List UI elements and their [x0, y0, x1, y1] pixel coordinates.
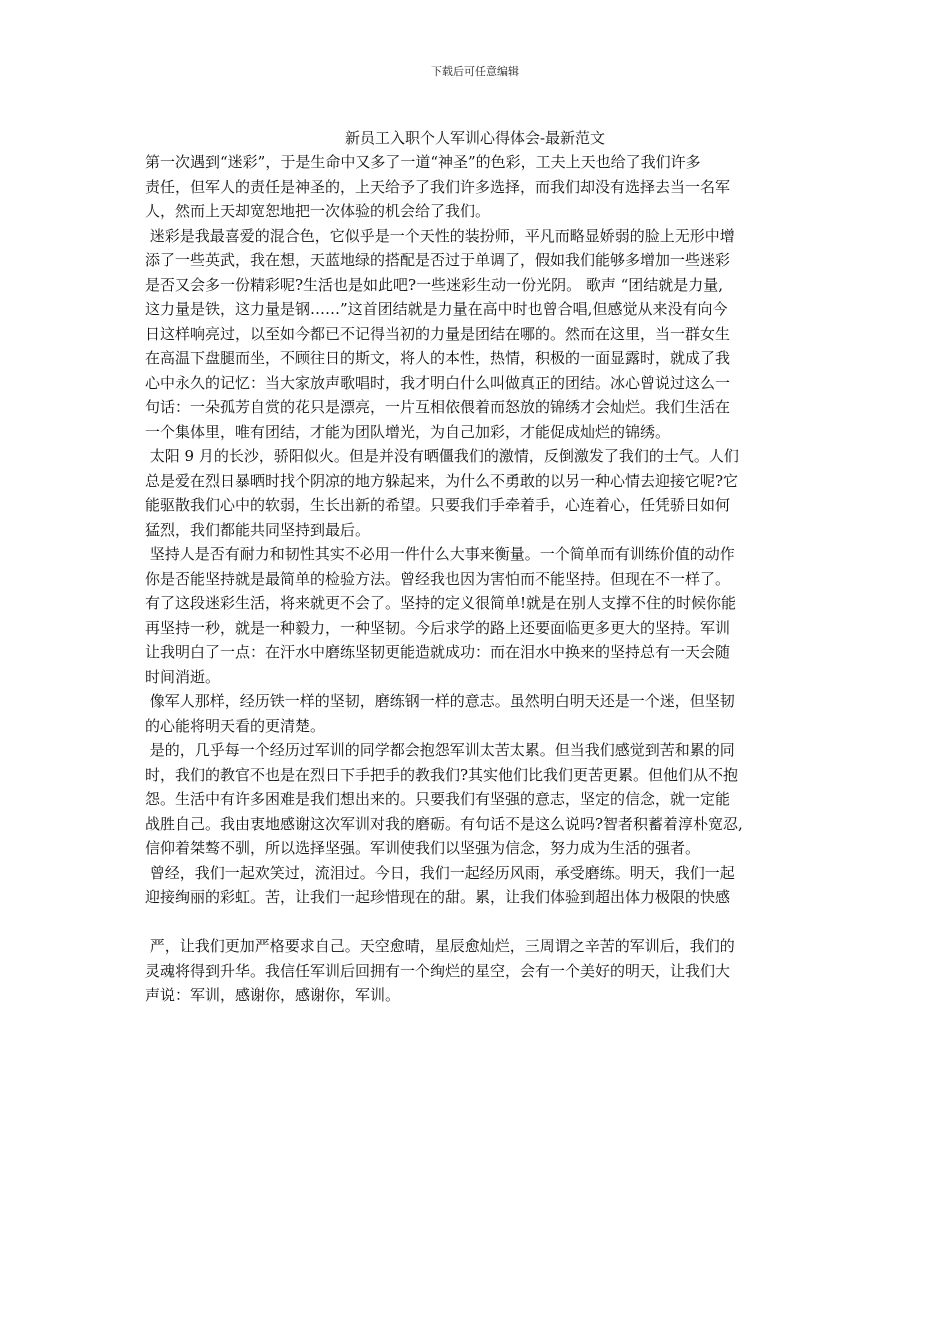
body-line: 是的，几乎每一个经历过军训的同学都会抱怨军训太苦太累。但当我们感觉到苦和累的同 [145, 741, 735, 759]
body-line: 太阳 9 月的长沙，骄阳似火。但是并没有晒僵我们的激情，反倒激发了我们的士气。人们 [145, 447, 739, 465]
body-line: 你是否能坚持就是最简单的检验方法。曾经我也因为害怕而不能坚持。但现在不一样了。 [145, 569, 731, 588]
body-line: 战胜自己。我由衷地感谢这次军训对我的磨砺。有句话不是这么说吗?智者积蓄着淳朴宽忍, [145, 814, 743, 833]
body-line: 能驱散我们心中的软弱，生长出新的希望。只要我们手牵着手，心连着心，任凭骄日如何 [145, 496, 731, 514]
body-line: 心中永久的记忆：当大家放声歌唱时，我才明白什么叫做真正的团结。冰心曾说过这么一 [145, 373, 731, 392]
body-line: 日这样响亮过，以至如今都已不记得当初的力量是团结在哪的。然而在这里，当一群女生 [145, 324, 731, 343]
body-line: 的心能将明天看的更清楚。 [145, 716, 326, 735]
body-line: 迷彩是我最喜爱的混合色，它似乎是一个天性的装扮师，平凡而略显娇弱的脸上无形中增 [145, 226, 735, 245]
body-line: 是否又会多一份精彩呢?生活也是如此吧?一些迷彩生动一份光阴。 歌声 “团结就是力量, [145, 275, 724, 294]
body-line: 责任，但军人的责任是神圣的，上天给予了我们许多选择，而我们却没有选择去当一名军 [145, 177, 731, 196]
body-line: 再坚持一秒，就是一种毅力，一种坚韧。今后求学的路上还要面临更多更大的坚持。军训 [145, 618, 731, 637]
body-line: 人，然而上天却宽恕地把一次体验的机会给了我们。 [145, 202, 491, 220]
body-line: 时间消逝。 [145, 667, 221, 686]
body-line: 添了一些英武，我在想，天蓝地绿的搭配是否过于单调了，假如我们能够多增加一些迷彩 [145, 251, 731, 269]
document-body [145, 150, 817, 1008]
body-line: 曾经，我们一起欢笑过，流泪过。今日，我们一起经历风雨，承受磨练。明天，我们一起 [145, 863, 735, 882]
body-line: 坚持人是否有耐力和韧性其实不必用一件什么大事来衡量。一个简单而有训练价值的动作 [145, 545, 735, 563]
body-line: 猛烈，我们都能共同坚持到最后。 [145, 520, 371, 539]
body-line: 这力量是铁，这力量是钢……”这首团结就是力量在高中时也曾合唱,但感觉从来没有向今 [145, 300, 728, 318]
body-line: 迎接绚丽的彩虹。苦，让我们一起珍惜现在的甜。累，让我们体验到超出体力极限的快感 [145, 888, 731, 906]
body-line: 一个集体里，唯有团结，才能为团队增光，为自己加彩，才能促成灿烂的锦绣。 [145, 422, 671, 441]
body-line: 第一次遇到“迷彩”，于是生命中又多了一道“神圣”的色彩，工夫上天也给了我们许多 [145, 153, 701, 171]
header-note: 下载后可任意编辑 [431, 65, 519, 78]
body-line: 让我明白了一点：在汗水中磨练坚韧更能造就成功：而在泪水中换来的坚持总有一天会随 [145, 643, 731, 661]
document-title: 新员工入职个人军训心得体会-最新范文 [344, 129, 606, 147]
body-line: 总是爱在烈日暴晒时找个阴凉的地方躲起来，为什么不勇敢的以另一种心情去迎接它呢?它 [145, 471, 739, 490]
page-break-gap [145, 910, 817, 935]
body-line: 声说：军训，感谢你，感谢你，军训。 [145, 986, 401, 1004]
body-line: 灵魂将得到升华。我信任军训后回拥有一个绚烂的星空，会有一个美好的明天，让我们大 [145, 961, 731, 980]
body-line: 像军人那样，经历铁一样的坚韧，磨练钢一样的意志。虽然明白明天还是一个迷，但坚韧 [145, 692, 735, 710]
body-line: 时，我们的教官不也是在烈日下手把手的教我们?其实他们比我们更苦更累。但他们从不抱 [145, 765, 739, 784]
body-line: 信仰着桀骜不驯，所以选择坚强。军训使我们以坚强为信念，努力成为生活的强者。 [145, 839, 701, 857]
body-line: 严，让我们更加严格要求自己。天空愈晴，星辰愈灿烂，三周谓之辛苦的军训后，我们的 [145, 937, 735, 955]
body-line: 句话：一朵孤芳自赏的花只是漂亮，一片互相依偎着而怒放的锦绣才会灿烂。我们生活在 [145, 398, 731, 416]
body-line: 怨。生活中有许多困难是我们想出来的。只要我们有坚强的意志，坚定的信念，就一定能 [145, 790, 731, 808]
body-line: 有了这段迷彩生活，将来就更不会了。坚持的定义很简单!就是在别人支撑不住的时候你能 [145, 594, 737, 612]
body-line: 在高温下盘腿而坐，不顾往日的斯文，将人的本性，热情，积极的一面显露时，就成了我 [145, 349, 731, 367]
